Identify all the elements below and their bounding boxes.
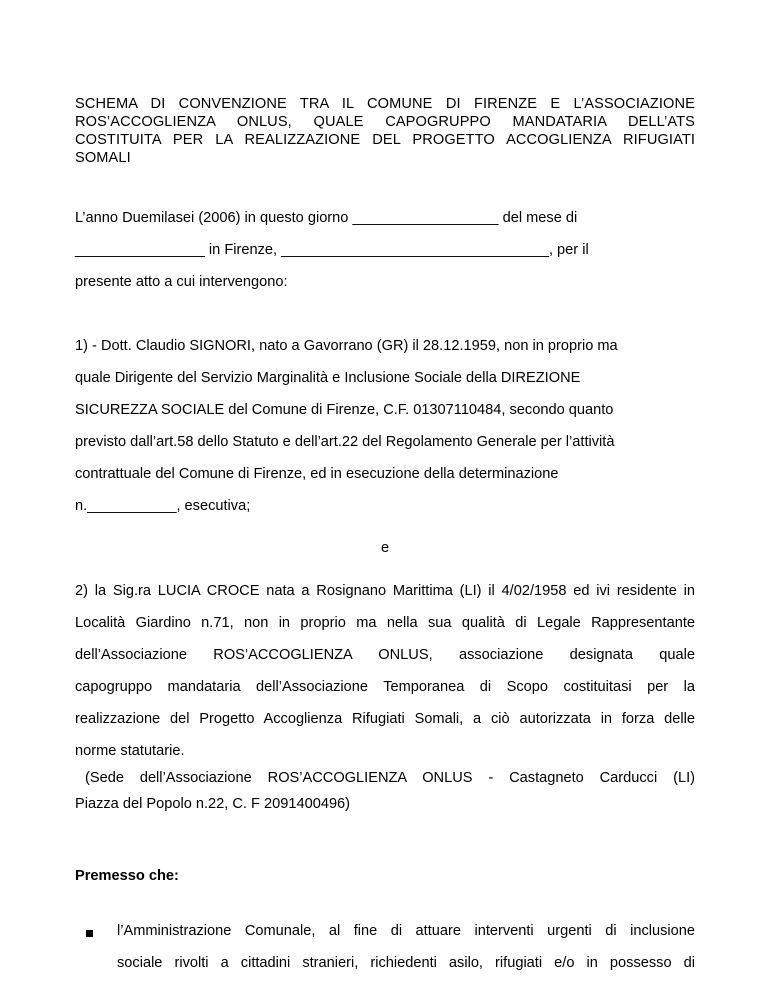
seat-line: (Sede dell’Associazione ROS’ACCOGLIENZA ONLUS - Castagneto Carducci (LI) bbox=[85, 770, 695, 786]
party2-line: realizzazione del Progetto Accoglienza Rifugiati Somali, a ciò autorizzata in forza delle bbox=[75, 711, 695, 727]
party2-line: Località Giardino n.71, non in proprio ma nella sua qualità di Legale Rappresentante bbox=[75, 615, 695, 631]
intro-line: L’anno Duemilasei (2006) in questo giorno __________________ del mese di bbox=[75, 210, 578, 226]
party2-line: capogruppo mandataria dell’Associazione Temporanea di Scopo costituitasi per la bbox=[75, 679, 695, 695]
party2-line: dell’Associazione ROS’ACCOGLIENZA ONLUS, associazione designata quale bbox=[75, 647, 695, 663]
party1-line: previsto dall’art.58 dello Statuto e dell’art.22 del Regolamento Generale per l’attività bbox=[75, 434, 615, 450]
party2-line: norme statutarie. bbox=[75, 743, 185, 759]
separator-e: e bbox=[380, 540, 390, 556]
intro-line: ________________ in Firenze, _________________________________, per il bbox=[75, 242, 589, 258]
party1-line: SICUREZZA SOCIALE del Comune di Firenze, C.F. 01307110484, secondo quanto bbox=[75, 402, 614, 418]
document-title: SCHEMA DI CONVENZIONE TRA IL COMUNE DI FIRENZE E L’ASSOCIAZIONE ROS’ACCOGLIENZA ONLUS, QUALE CAPOGRUPPO MANDATARIA DELL’ATS COSTITUITA PER LA REALIZZAZIONE DEL PROGETTO ACCOGLIENZA RIFUGIATI SOMALI bbox=[75, 96, 695, 166]
party2-line: 2) la Sig.ra LUCIA CROCE nata a Rosignano Marittima (LI) il 4/02/1958 ed ivi residente in bbox=[75, 583, 695, 599]
party1-line: n.___________, esecutiva; bbox=[75, 498, 251, 514]
bullet-line: sociale rivolti a cittadini stranieri, richiedenti asilo, rifugiati e/o in possesso di bbox=[117, 955, 695, 971]
bullet-line: l’Amministrazione Comunale, al fine di attuare interventi urgenti di inclusione bbox=[117, 923, 695, 939]
intro-line: presente atto a cui intervengono: bbox=[75, 274, 288, 290]
party1-line: quale Dirigente del Servizio Marginalità e Inclusione Sociale della DIREZIONE bbox=[75, 370, 581, 386]
premesso-heading: Premesso che: bbox=[75, 868, 179, 884]
square-bullet-icon bbox=[86, 930, 93, 937]
party1-line: 1) - Dott. Claudio SIGNORI, nato a Gavorrano (GR) il 28.12.1959, non in proprio ma bbox=[75, 338, 618, 354]
party1-line: contrattuale del Comune di Firenze, ed in esecuzione della determinazione bbox=[75, 466, 559, 482]
seat-line: Piazza del Popolo n.22, C. F 2091400496) bbox=[75, 796, 351, 812]
